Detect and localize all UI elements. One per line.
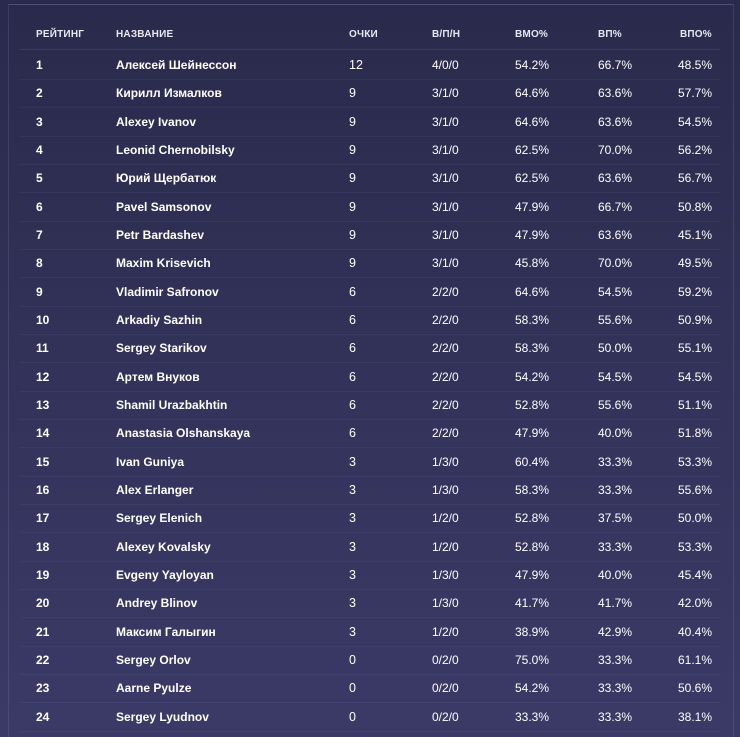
player-name: Andrey Blinov [116, 596, 198, 611]
vmo-cell: 41.7% [515, 596, 550, 611]
player-name: Алексей Шейнессон [116, 58, 237, 72]
vmo-cell: 58.3% [515, 341, 550, 356]
vpo-cell: 38.1% [678, 709, 713, 724]
vpo-cell: 50.9% [678, 312, 713, 327]
vp-cell: 33.3% [598, 539, 633, 554]
player-name: Shamil Urazbakhtin [116, 397, 228, 412]
vmo-cell: 52.8% [515, 511, 550, 526]
wld-cell: 1/2/0 [432, 511, 459, 526]
points-cell: 3 [349, 624, 356, 639]
vp-cell: 63.6% [598, 114, 633, 129]
player-name: Aarne Pyulze [116, 681, 192, 696]
table-row[interactable] [20, 108, 720, 137]
vp-cell: 33.3% [598, 681, 633, 696]
points-cell: 6 [349, 341, 356, 356]
header-divider [20, 49, 720, 50]
table-row[interactable] [20, 391, 720, 420]
table-row[interactable] [20, 476, 720, 505]
vpo-cell: 57.7% [678, 86, 713, 101]
wld-cell: 3/1/0 [432, 256, 459, 271]
vp-cell: 33.3% [598, 652, 633, 667]
vmo-cell: 64.6% [515, 114, 550, 129]
vpo-cell: 53.3% [678, 539, 713, 554]
vmo-cell: 64.6% [515, 284, 550, 299]
vp-cell: 33.3% [598, 454, 633, 469]
player-name: Ivan Guniya [116, 454, 185, 469]
rank-cell: 13 [36, 397, 50, 412]
header-vmo[interactable]: ВМО% [515, 29, 549, 40]
rank-cell: 14 [36, 426, 50, 441]
player-name: Pavel Samsonov [116, 199, 212, 214]
wld-cell: 3/1/0 [432, 142, 459, 157]
rank-cell: 12 [36, 369, 50, 384]
vpo-cell: 54.5% [678, 114, 713, 129]
wld-cell: 2/2/0 [432, 397, 459, 412]
rank-cell: 19 [36, 567, 50, 582]
header-points[interactable]: ОЧКИ [349, 29, 378, 40]
points-cell: 9 [349, 227, 356, 242]
player-name: Юрий Щербатюк [116, 171, 217, 186]
table-row[interactable] [20, 363, 720, 392]
header-rank[interactable]: РЕЙТИНГ [36, 29, 85, 40]
vp-cell: 33.3% [598, 709, 633, 724]
table-row[interactable] [20, 306, 720, 335]
header-vpo[interactable]: ВПО% [680, 29, 712, 40]
points-cell: 9 [349, 142, 356, 157]
table-row[interactable] [20, 419, 720, 448]
vmo-cell: 54.2% [515, 58, 550, 72]
vpo-cell: 55.1% [678, 341, 713, 356]
rank-cell: 15 [36, 454, 50, 469]
wld-cell: 3/1/0 [432, 227, 459, 242]
points-cell: 3 [349, 596, 356, 611]
player-name: Alexey Ivanov [116, 114, 197, 129]
points-cell: 3 [349, 539, 356, 554]
player-name: Максим Галыгин [116, 624, 216, 639]
vpo-cell: 49.5% [678, 256, 713, 271]
vpo-cell: 50.6% [678, 681, 713, 696]
table-row[interactable] [20, 136, 720, 165]
player-name: Sergey Lyudnov [116, 709, 209, 724]
wld-cell: 3/1/0 [432, 114, 459, 129]
table-row[interactable] [20, 674, 720, 703]
table-row[interactable] [20, 193, 720, 222]
header-wld[interactable]: В/П/Н [432, 29, 461, 40]
vpo-cell: 56.2% [678, 142, 713, 157]
vp-cell: 55.6% [598, 397, 633, 412]
wld-cell: 1/2/0 [432, 624, 459, 639]
vmo-cell: 47.9% [515, 426, 550, 441]
player-name: Vladimir Safronov [116, 284, 219, 299]
rank-cell: 18 [36, 539, 50, 554]
player-name: Petr Bardashev [116, 227, 205, 242]
vpo-cell: 42.0% [678, 596, 713, 611]
rank-cell: 10 [36, 312, 50, 327]
vp-cell: 66.7% [598, 199, 633, 214]
vmo-cell: 33.3% [515, 709, 550, 724]
vmo-cell: 47.9% [515, 199, 550, 214]
rank-cell: 3 [36, 114, 43, 129]
rank-cell: 1 [36, 58, 43, 72]
vmo-cell: 58.3% [515, 312, 550, 327]
table-row[interactable] [20, 589, 720, 618]
wld-cell: 3/1/0 [432, 199, 459, 214]
player-name: Alex Erlanger [116, 482, 194, 497]
vpo-cell: 56.7% [678, 171, 713, 186]
points-cell: 9 [349, 114, 356, 129]
player-name: Maxim Krisevich [116, 256, 211, 271]
table-row[interactable] [20, 334, 720, 363]
vpo-cell: 51.1% [678, 397, 713, 412]
vmo-cell: 62.5% [515, 142, 550, 157]
wld-cell: 4/0/0 [432, 58, 459, 72]
rank-cell: 8 [36, 256, 43, 271]
rank-cell: 17 [36, 511, 50, 526]
rank-cell: 7 [36, 227, 43, 242]
wld-cell: 1/3/0 [432, 567, 459, 582]
wld-cell: 2/2/0 [432, 369, 459, 384]
rank-cell: 2 [36, 86, 43, 101]
player-name: Sergey Elenich [116, 511, 203, 526]
vpo-cell: 40.4% [678, 624, 713, 639]
vp-cell: 70.0% [598, 142, 633, 157]
vmo-cell: 38.9% [515, 624, 550, 639]
rank-cell: 4 [36, 142, 43, 157]
rank-cell: 24 [36, 709, 50, 724]
player-name: Leonid Chernobilsky [116, 142, 235, 157]
vp-cell: 66.7% [598, 58, 633, 72]
vpo-cell: 45.1% [678, 227, 713, 242]
points-cell: 9 [349, 86, 356, 101]
player-name: Evgeny Yayloyan [116, 567, 214, 582]
wld-cell: 1/2/0 [432, 539, 459, 554]
vp-cell: 63.6% [598, 227, 633, 242]
wld-cell: 2/2/0 [432, 312, 459, 327]
rank-cell: 20 [36, 596, 50, 611]
wld-cell: 0/2/0 [432, 709, 459, 724]
vpo-cell: 61.1% [678, 652, 713, 667]
vmo-cell: 75.0% [515, 652, 550, 667]
rank-cell: 6 [36, 199, 43, 214]
points-cell: 6 [349, 397, 356, 412]
wld-cell: 2/2/0 [432, 341, 459, 356]
vp-cell: 40.0% [598, 426, 633, 441]
vp-cell: 70.0% [598, 256, 633, 271]
table-row[interactable] [20, 703, 720, 732]
vp-cell: 42.9% [598, 624, 633, 639]
vp-cell: 63.6% [598, 171, 633, 186]
header-name[interactable]: НАЗВАНИЕ [116, 29, 174, 40]
points-cell: 3 [349, 567, 356, 582]
player-name: Anastasia Olshanskaya [116, 426, 251, 441]
vmo-cell: 52.8% [515, 539, 550, 554]
rank-cell: 16 [36, 482, 50, 497]
rank-cell: 22 [36, 652, 50, 667]
vpo-cell: 54.5% [678, 369, 713, 384]
vpo-cell: 51.8% [678, 426, 713, 441]
table-row[interactable] [20, 164, 720, 193]
points-cell: 9 [349, 199, 356, 214]
rank-cell: 21 [36, 624, 50, 639]
points-cell: 3 [349, 454, 356, 469]
wld-cell: 2/2/0 [432, 426, 459, 441]
vmo-cell: 62.5% [515, 171, 550, 186]
vp-cell: 40.0% [598, 567, 633, 582]
vmo-cell: 54.2% [515, 369, 550, 384]
wld-cell: 0/2/0 [432, 652, 459, 667]
points-cell: 12 [349, 58, 363, 72]
player-name: Alexey Kovalsky [116, 539, 211, 554]
table-row[interactable] [20, 51, 720, 80]
rank-cell: 11 [36, 341, 49, 356]
vmo-cell: 54.2% [515, 681, 550, 696]
vmo-cell: 60.4% [515, 454, 550, 469]
points-cell: 6 [349, 426, 356, 441]
player-name: Arkadiy Sazhin [116, 312, 203, 327]
points-cell: 6 [349, 312, 356, 327]
points-cell: 6 [349, 284, 356, 299]
table-row[interactable] [20, 533, 720, 562]
vpo-cell: 50.0% [678, 511, 713, 526]
vp-cell: 54.5% [598, 284, 633, 299]
vpo-cell: 55.6% [678, 482, 713, 497]
vp-cell: 54.5% [598, 369, 633, 384]
table-row[interactable] [20, 646, 720, 675]
wld-cell: 3/1/0 [432, 171, 459, 186]
vpo-cell: 59.2% [678, 284, 713, 299]
wld-cell: 0/2/0 [432, 681, 459, 696]
points-cell: 3 [349, 482, 356, 497]
vmo-cell: 58.3% [515, 482, 550, 497]
rank-cell: 5 [36, 171, 43, 186]
points-cell: 0 [349, 681, 356, 696]
vmo-cell: 64.6% [515, 86, 550, 101]
points-cell: 9 [349, 256, 356, 271]
vpo-cell: 53.3% [678, 454, 713, 469]
table-row[interactable] [20, 561, 720, 590]
table-row[interactable] [20, 448, 720, 477]
wld-cell: 3/1/0 [432, 86, 459, 101]
points-cell: 3 [349, 511, 356, 526]
table-row[interactable] [20, 249, 720, 278]
vmo-cell: 52.8% [515, 397, 550, 412]
vmo-cell: 47.9% [515, 227, 550, 242]
vpo-cell: 50.8% [678, 199, 713, 214]
vp-cell: 37.5% [598, 511, 633, 526]
vmo-cell: 45.8% [515, 256, 550, 271]
rank-cell: 23 [36, 681, 50, 696]
rank-cell: 9 [36, 284, 43, 299]
table-row[interactable] [20, 278, 720, 307]
player-name: Sergey Starikov [116, 341, 207, 356]
table-row[interactable] [20, 618, 720, 647]
points-cell: 0 [349, 652, 356, 667]
table-header [0, 29, 740, 47]
table-row[interactable] [20, 504, 720, 533]
vp-cell: 50.0% [598, 341, 633, 356]
vpo-cell: 45.4% [678, 567, 713, 582]
player-name: Артем Внуков [116, 369, 200, 384]
wld-cell: 1/3/0 [432, 454, 459, 469]
points-cell: 6 [349, 369, 356, 384]
wld-cell: 1/3/0 [432, 482, 459, 497]
wld-cell: 2/2/0 [432, 284, 459, 299]
player-name: Sergey Orlov [116, 652, 191, 667]
vp-cell: 33.3% [598, 482, 633, 497]
table-row[interactable] [20, 79, 720, 108]
vp-cell: 63.6% [598, 86, 633, 101]
wld-cell: 1/3/0 [432, 596, 459, 611]
header-vp[interactable]: ВП% [598, 29, 622, 40]
points-cell: 0 [349, 709, 356, 724]
points-cell: 9 [349, 171, 356, 186]
player-name: Кирилл Измалков [116, 86, 222, 101]
vp-cell: 55.6% [598, 312, 633, 327]
vmo-cell: 47.9% [515, 567, 550, 582]
vpo-cell: 48.5% [678, 58, 713, 72]
table-row[interactable] [20, 221, 720, 250]
vp-cell: 41.7% [598, 596, 633, 611]
